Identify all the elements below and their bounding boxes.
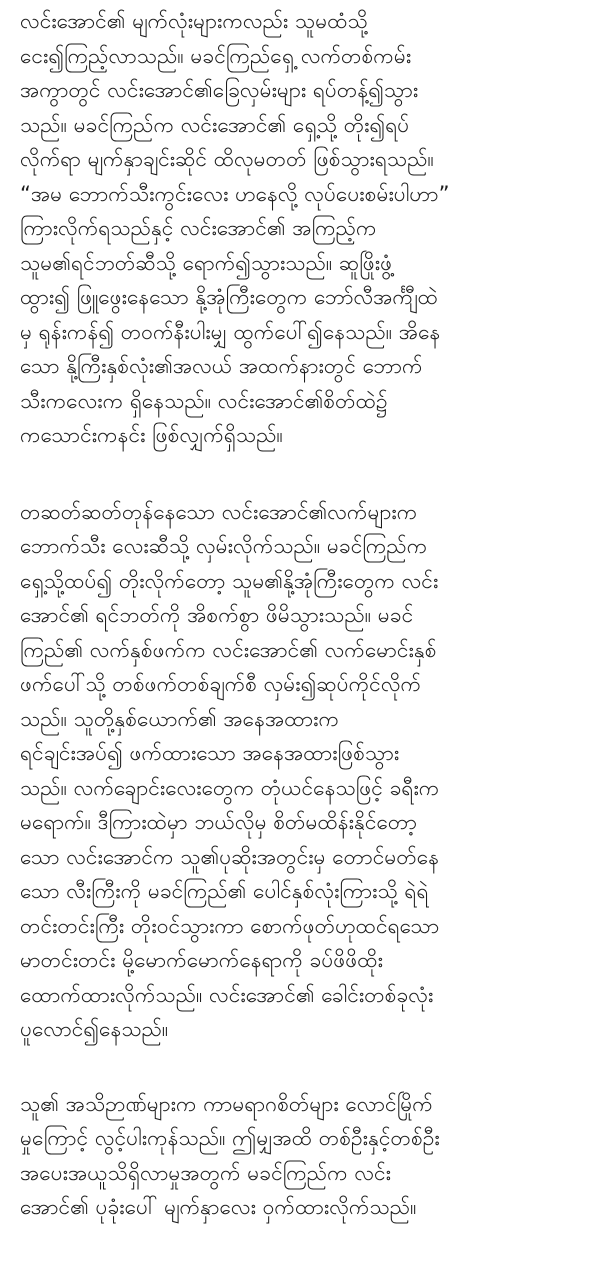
text-line: “အမ ဘောက်သီးကွင်းလေး ဟနေလို့ လုပ်ပေးစမ်းပါဟာ” bbox=[20, 181, 450, 206]
text-line: ကသောင်းကနင်း ဖြစ်လျှက်ရှိသည်။ bbox=[20, 423, 283, 447]
text-line: ကြည်၏ လက်နှစ်ဖက်က လင်းအောင်၏ လက်မောင်းနှစ် bbox=[20, 637, 437, 662]
text-line: တင်းတင်းကြီး တိုးဝင်သွားကာ စောက်ဖုတ်ဟုထင်ရသော bbox=[20, 913, 440, 938]
text-line: မာတင်းတင်း မို့မောက်မောက်နေရာကို ခပ်ဖိဖိထိုး bbox=[20, 948, 383, 972]
paragraph-spacer bbox=[20, 453, 590, 495]
text-line: ရှေ့သို့ထပ်၍ တိုးလိုက်တော့ သူမ၏နို့အုံကြီးတွေက လင်း bbox=[20, 568, 439, 593]
paragraph-1 bbox=[20, 4, 590, 453]
text-line: မှ ရုန်းကန်၍ တဝက်နီးပါးမျှ ထွက်ပေါ်၍နေသည်။ အိနေ bbox=[20, 319, 441, 344]
text-line: လိုက်ရာ မျက်နှာချင်းဆိုင် ထိလုမတတ် ဖြစ်သွားရသည်။ bbox=[20, 147, 434, 171]
text-line: မှုကြောင့် လွင့်ပါးကုန်သည်။ ဤမျှအထိ တစ်ဦးနှင့်တစ်ဦး bbox=[20, 1126, 440, 1150]
text-line: သော နို့ကြီးနှစ်လုံး၏အလယ် အထက်နားတွင် ဘောက် bbox=[20, 354, 423, 378]
paragraph-2 bbox=[20, 495, 590, 1047]
text-line: သော လီးကြီးကို မခင်ကြည်၏ ပေါင်နှစ်လုံးကြားသို့ ရဲရဲ bbox=[20, 879, 429, 903]
paragraph-spacer bbox=[20, 1047, 590, 1087]
text-line: သီးကလေးက ရှိနေသည်။ လင်းအောင်၏စိတ်ထဲ၌ bbox=[20, 388, 388, 413]
text-line: ထွား၍ ဖြူဖွေးနေသော နို့အုံကြီးတွေက ဘော်လီအင်္ကျီထဲ bbox=[20, 285, 438, 309]
text-line: အကွာတွင် လင်းအောင်၏ခြေလှမ်းများ ရပ်တန့်၍သွား bbox=[20, 78, 419, 102]
text-line: အပေးအယူသိရှိလာမှုအတွက် မခင်ကြည်က လင်း bbox=[20, 1160, 392, 1185]
text-line: သော လင်းအောင်က သူ၏ပုဆိုးအတွင်းမှ တောင်မတ်နေ bbox=[20, 844, 440, 869]
text-line: သည်။ မခင်ကြည်က လင်းအောင်၏ ရှေ့သို့ တိုး၍ရပ် bbox=[20, 112, 410, 137]
text-line: သည်။ လက်ချောင်းလေးတွေက တုံယင်နေသဖြင့် ခရီးက bbox=[20, 775, 440, 800]
text-line: ငေး၍ကြည့်လာသည်။ မခင်ကြည်ရှေ့ လက်တစ်ကမ်း bbox=[20, 43, 412, 68]
paragraph-3 bbox=[20, 1087, 590, 1225]
text-line: ဖက်ပေါ်သို့ တစ်ဖက်တစ်ချက်စီ လှမ်း၍ဆုပ်ကိုင်လိုက် bbox=[20, 672, 422, 696]
text-line: သည်။ သူတို့နှစ်ယောက်၏ အနေအထားက bbox=[20, 706, 340, 731]
text-line: ထောက်ထားလိုက်သည်။ လင်းအောင်၏ ခေါင်းတစ်ခုလုံး bbox=[20, 982, 434, 1007]
text-line: အောင်၏ ရင်ဘတ်ကို အိစက်စွာ ဖိမိသွားသည်။ မခင် bbox=[20, 603, 414, 627]
text-line: သူမ၏ရင်ဘတ်ဆီသို့ ရောက်၍သွားသည်။ ဆူဖြိုးဖွံ့ bbox=[20, 250, 393, 275]
text-line: တဆတ်ဆတ်တုန်နေသော လင်းအောင်၏လက်များက bbox=[20, 499, 418, 524]
text-line: ဘောက်သီး လေးဆီသို့ လှမ်းလိုက်သည်။ မခင်ကြည်က bbox=[20, 534, 428, 558]
text-line: ပူလောင်၍နေသည်။ bbox=[20, 1017, 169, 1041]
text-line: အောင်၏ ပုခုံးပေါ် မျက်နှာလေး ဝှက်ထားလိုက်သည်။ bbox=[20, 1195, 417, 1219]
text-line: ရင်ချင်းအပ်၍ ဖက်ထားသော အနေအထားဖြစ်သွား bbox=[20, 741, 400, 765]
text-line: သူ၏ အသိဉာဏ်များက ကာမရာဂစိတ်များ လောင်မြိုက် bbox=[20, 1091, 433, 1116]
text-line: ကြားလိုက်ရသည်နှင့် လင်းအောင်၏ အကြည့်က bbox=[20, 216, 377, 240]
text-line: လင်းအောင်၏ မျက်လုံးများကလည်း သူမထံသို့ bbox=[20, 9, 368, 33]
text-line: မရောက်။ ဒီကြားထဲမှာ ဘယ်လိုမှ စိတ်မထိန်းနိုင်တော့ bbox=[20, 810, 417, 834]
